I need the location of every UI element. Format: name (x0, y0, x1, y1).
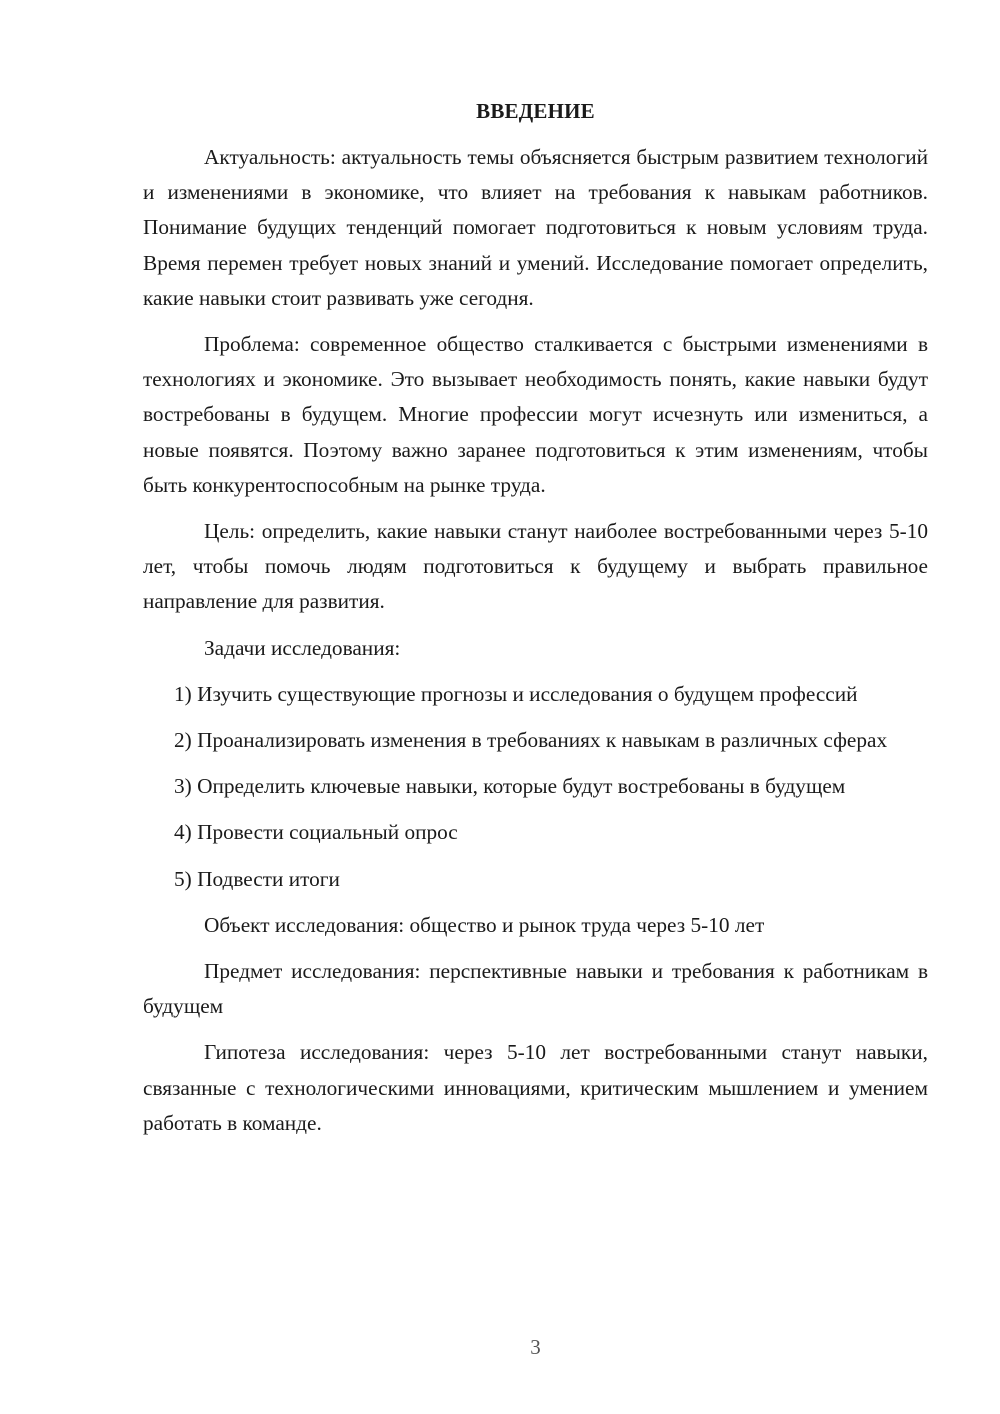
paragraph-relevance: Актуальность: актуальность темы объясняется быстрым развитием технологий и изменениями в экономике, что влияет на требования к навыкам работников. Понимание будущих тенденций помогает подготовиться к новым условиям труда. Время перемен требует новых знаний и умений. Исследование помогает определить, какие навыки стоит развивать уже сегодня. (143, 145, 928, 310)
paragraph-subject: Предмет исследования: перспективные навыки и требования к работникам в будущем (143, 959, 928, 1019)
paragraph-hypothesis: Гипотеза исследования: через 5-10 лет востребованными станут навыки, связанные с технологическими инновациями, критическим мышлением и умением работать в команде. (143, 1040, 928, 1135)
paragraph-problem: Проблема: современное общество сталкивается с быстрыми изменениями в технологиях и экономике. Это вызывает необходимость понять, какие навыки будут востребованы в будущем. Многие профессии могут исчезнуть или измениться, а новые появятся. Поэтому важно заранее подготовиться к этим изменениям, чтобы быть конкурентоспособным на рынке труда. (143, 332, 928, 497)
task-item: 3) Определить ключевые навыки, которые будут востребованы в будущем (174, 774, 846, 799)
page-number: 3 (530, 1335, 541, 1359)
task-item: 2) Проанализировать изменения в требованиях к навыкам в различных сферах (174, 728, 888, 753)
paragraph-goal: Цель: определить, какие навыки станут наиболее востребованными через 5-10 лет, чтобы помочь людям подготовиться к будущему и выбрать правильное направление для развития. (143, 519, 928, 614)
task-item: 5) Подвести итоги (174, 866, 340, 891)
task-item: 4) Провести социальный опрос (174, 820, 458, 845)
section-title: ВВЕДЕНИЕ (476, 99, 595, 123)
paragraph-tasks-heading: Задачи исследования: (204, 635, 401, 660)
task-item: 1) Изучить существующие прогнозы и исследования о будущем профессий (174, 681, 858, 706)
paragraph-object: Объект исследования: общество и рынок труда через 5-10 лет (204, 912, 765, 937)
document-body (143, 140, 928, 1152)
